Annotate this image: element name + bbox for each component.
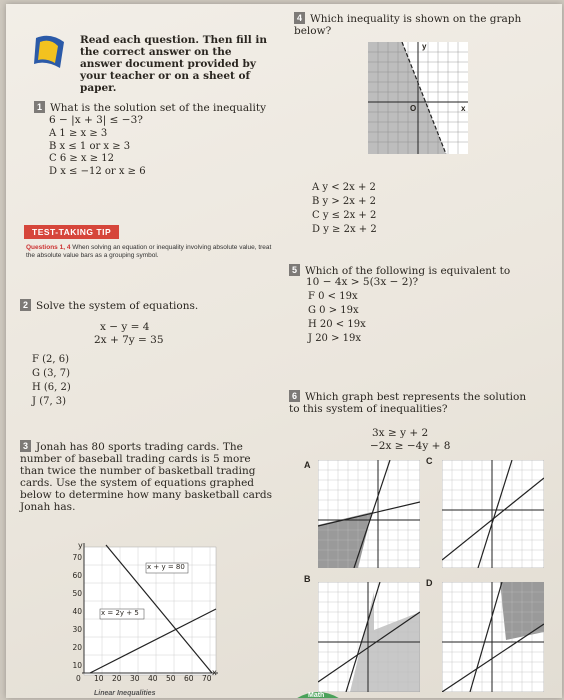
graph-line-label-1: x + y = 80 [147,563,185,571]
question-3-number: 3 [20,440,31,452]
choice-4c[interactable]: C y ≤ 2x + 2 [312,210,377,221]
graph-option-c[interactable] [442,460,544,568]
footer-chapter-label: Linear Inequalities [94,690,156,697]
choice-2g[interactable]: G (3, 7) [32,368,71,379]
question-4-number: 4 [294,12,305,24]
choice-1a[interactable]: A 1 ≥ x ≥ 3 [49,128,108,139]
question-6-text: Which graph best represents the solution to this system of inequalities? [289,391,527,415]
q4-origin-label: O [410,104,417,113]
question-2-text: Solve the system of equations. [36,300,199,312]
choice-2f[interactable]: F (2, 6) [32,354,70,365]
question-5-number: 5 [289,264,300,276]
choice-2h[interactable]: H (6, 2) [32,382,71,393]
choice-5h[interactable]: H 20 < 19x [308,319,366,330]
question-5-expression: 10 − 4x > 5(3x − 2)? [306,276,419,288]
book-logo-icon [30,32,68,72]
option-label-c[interactable]: C [426,456,433,466]
choice-1d[interactable]: D x ≤ −12 or x ≥ 6 [49,165,146,177]
question-3-text: Jonah has 80 sports trading cards. The number of baseball trading cards is 5 more than twice the number of basketball trading cards. Use the system of equations graphed below to determine how many basketball cards Jonah has. [20,441,272,513]
question-5-text: Which of the following is equivalent to [305,265,511,277]
question-4-choices [312,181,377,237]
question-6 [289,390,539,415]
question-1-expression: 6 − |x + 3| ≤ −3? [49,114,143,126]
choice-4b[interactable]: B y > 2x + 2 [312,196,377,207]
question-1-number: 1 [34,101,45,113]
option-label-d[interactable]: D [426,578,433,588]
test-taking-tip-text [26,244,276,260]
graph-option-a[interactable] [318,460,420,568]
question-2-number: 2 [20,299,31,311]
choice-5f[interactable]: F 0 < 19x [308,291,358,302]
choice-1c[interactable]: C 6 ≥ x ≥ 12 [49,153,115,164]
graph-x-axis-label: x [212,668,217,677]
choice-2j[interactable]: J (7, 3) [32,396,67,407]
graph-option-b[interactable] [318,582,420,692]
question-2-equation-2: 2x + 7y = 35 [94,334,164,346]
graph-y-axis-label: y [78,541,83,550]
question-2-equation-1: x − y = 4 [100,321,150,333]
graph-line-label-2: x = 2y + 5 [101,609,139,617]
choice-4d[interactable]: D y ≥ 2x + 2 [312,224,377,235]
question-1 [34,101,274,114]
q4-x-label: x [461,104,466,113]
question-1-choices [49,128,146,178]
choice-5g[interactable]: G 0 > 19x [308,305,359,316]
choice-4a[interactable]: A y < 2x + 2 [312,182,376,193]
worksheet-page [6,4,562,698]
question-3 [20,440,275,513]
option-label-b[interactable]: B [304,574,311,584]
option-label-a[interactable]: A [304,460,311,470]
q4-y-label: y [422,42,427,51]
footer-math-label: Math [308,692,325,698]
tip-body: When solving an equation or inequality involving absolute value, treat the absolute value bars as a grouping symbol. [26,244,272,259]
test-taking-tip-banner: TEST-TAKING TIP [24,225,119,239]
question-6-inequality-2: −2x ≥ −4y + 8 [370,440,451,452]
question-6-inequality-1: 3x ≥ y + 2 [372,427,429,439]
graph-x-ticks: 0 10 20 30 40 50 60 70 [76,674,212,683]
question-4-graph [368,42,468,154]
question-1-text: What is the solution set of the inequality [50,102,267,114]
choice-1b[interactable]: B x ≤ 1 or x ≥ 3 [49,140,131,152]
question-2 [20,299,198,312]
question-2-choices [32,353,71,409]
question-6-number: 6 [289,390,300,402]
question-5-choices [308,290,366,346]
choice-5j[interactable]: J 20 > 19x [308,333,362,344]
graph-option-d[interactable] [442,582,544,692]
question-4 [294,12,524,37]
intro-instructions: Read each question. Then fill in the correct answer on the answer document provided by your teacher or on a sheet of paper. [80,34,268,94]
tip-label: Questions 1, 4 [26,244,71,251]
graph-y-ticks: 70 60 50 40 30 20 10 [72,553,82,670]
question-4-text: Which inequality is shown on the graph below? [294,13,522,37]
